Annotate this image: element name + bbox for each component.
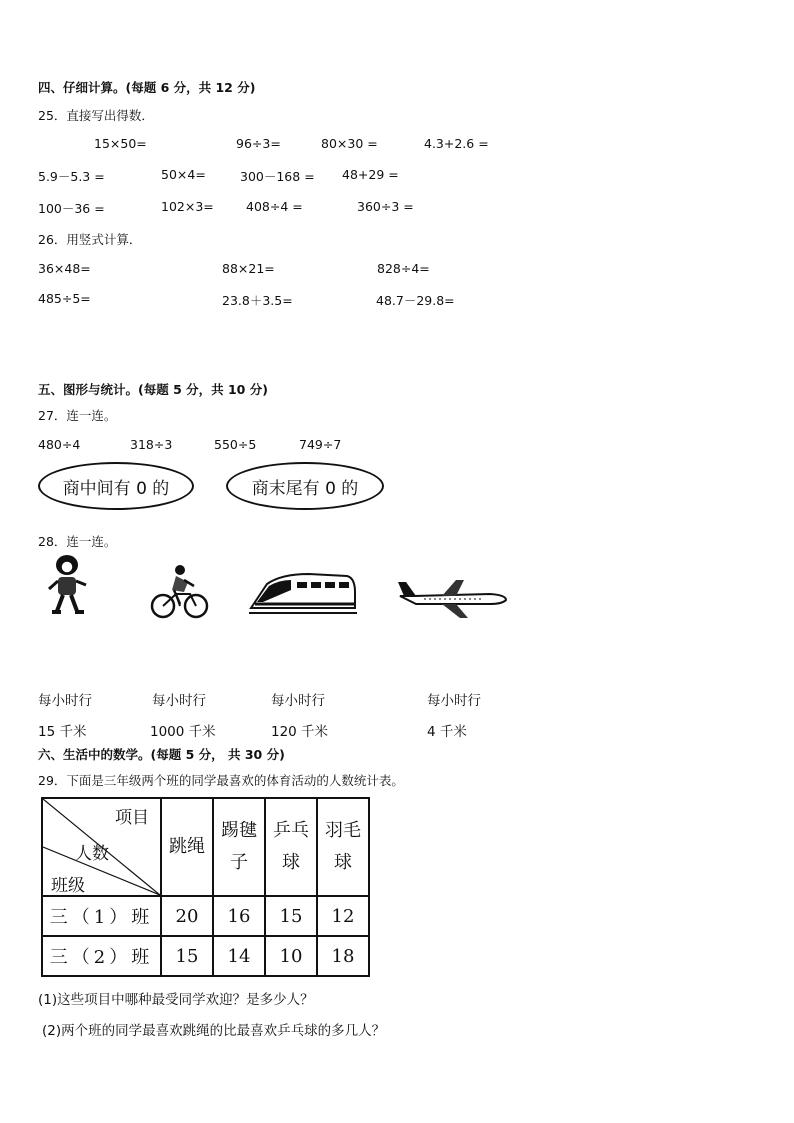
table-cell: 15 — [161, 936, 213, 976]
division-expression: 480÷4 — [38, 437, 81, 452]
table-cell: 10 — [265, 936, 317, 976]
speed-prefix: 每小时行 — [152, 693, 206, 709]
calc-item: 48+29 = — [342, 167, 399, 182]
calc-item: 360÷3 = — [357, 199, 414, 214]
speed-value: 4 千米 — [427, 724, 467, 740]
cyclist-icon — [150, 560, 210, 620]
calc-item: 102×3= — [161, 199, 214, 214]
section-5-title: 五、图形与统计。(每题 5 分，共 10 分) — [38, 382, 268, 397]
column-header-text: 乒乓 — [273, 819, 309, 841]
calc-item: 300－168 = — [240, 169, 315, 184]
corner-label-class: 班级 — [51, 876, 85, 896]
column-header-text: 球 — [282, 852, 300, 873]
calc-item: 408÷4 = — [246, 199, 303, 214]
table-cell: 14 — [213, 936, 265, 976]
calc-item: 15×50= — [94, 136, 147, 151]
high-speed-train-icon — [247, 568, 359, 618]
oval-middle-zero[interactable] — [38, 462, 194, 510]
column-header-text: 子 — [230, 852, 248, 873]
corner-label-count: 人数 — [75, 844, 109, 864]
column-header — [213, 798, 265, 896]
table-row — [42, 936, 369, 976]
vertical-calc-item: 485÷5= — [38, 291, 91, 306]
question-28-label: 28．连一连。 — [38, 534, 117, 549]
question-29-sub-2: (2)两个班的同学最喜欢跳绳的比最喜欢乒乓球的多几人？ — [42, 1023, 386, 1039]
oval-label: 商末尾有 0 的 — [251, 478, 359, 499]
row-header: 三（1）班 — [42, 896, 161, 936]
column-header-text: 踢毽 — [221, 819, 257, 841]
vertical-calc-item: 48.7－29.8= — [376, 293, 455, 308]
row-header: 三（2）班 — [42, 936, 161, 976]
column-header-text: 羽毛 — [325, 819, 361, 841]
section-4-title: 四、仔细计算。(每题 6 分，共 12 分) — [38, 80, 256, 95]
column-header-text: 球 — [334, 852, 352, 873]
table-header-row — [42, 798, 369, 896]
calc-item: 5.9－5.3 = — [38, 169, 105, 184]
oval-end-zero[interactable] — [226, 462, 384, 510]
table-cell: 15 — [265, 896, 317, 936]
question-25-label: 25．直接写出得数． — [38, 108, 154, 123]
question-29-label: 29．下面是三年级两个班的同学最喜欢的体育活动的人数统计表。 — [38, 773, 404, 788]
division-expression: 318÷3 — [130, 437, 173, 452]
column-header — [161, 798, 213, 896]
speed-prefix: 每小时行 — [271, 693, 325, 709]
oval-label: 商中间有 0 的 — [62, 478, 170, 499]
column-header — [317, 798, 369, 896]
walking-person-icon — [44, 553, 92, 617]
sports-statistics-table — [41, 797, 370, 977]
airplane-icon — [394, 576, 510, 620]
division-expression: 749÷7 — [299, 437, 342, 452]
speed-prefix: 每小时行 — [427, 693, 481, 709]
table-cell: 16 — [213, 896, 265, 936]
section-6-title: 六、生活中的数学。(每题 5 分， 共 30 分) — [38, 747, 285, 762]
speed-value: 120 千米 — [271, 724, 329, 740]
corner-label-item: 项目 — [115, 808, 149, 828]
question-26-label: 26．用竖式计算． — [38, 232, 142, 247]
speed-prefix: 每小时行 — [38, 693, 92, 709]
vertical-calc-item: 828÷4= — [377, 261, 430, 276]
table-cell: 20 — [161, 896, 213, 936]
column-header-text: 跳绳 — [169, 835, 205, 857]
vertical-calc-item: 23.8＋3.5= — [222, 293, 293, 308]
calc-item: 96÷3= — [236, 136, 281, 151]
calc-item: 50×4= — [161, 167, 206, 182]
diagonal-header-cell — [42, 798, 161, 896]
table-cell: 12 — [317, 896, 369, 936]
calc-item: 100－36 = — [38, 201, 105, 216]
question-27-label: 27．连一连。 — [38, 408, 117, 423]
table-cell: 18 — [317, 936, 369, 976]
speed-value: 1000 千米 — [150, 724, 216, 740]
speed-value: 15 千米 — [38, 724, 87, 740]
column-header — [265, 798, 317, 896]
calc-item: 80×30 = — [321, 136, 378, 151]
vertical-calc-item: 36×48= — [38, 261, 91, 276]
division-expression: 550÷5 — [214, 437, 257, 452]
question-29-sub-1: (1)这些项目中哪种最受同学欢迎？是多少人？ — [38, 992, 314, 1008]
table-row — [42, 896, 369, 936]
calc-item: 4.3+2.6 = — [424, 136, 489, 151]
vertical-calc-item: 88×21= — [222, 261, 275, 276]
